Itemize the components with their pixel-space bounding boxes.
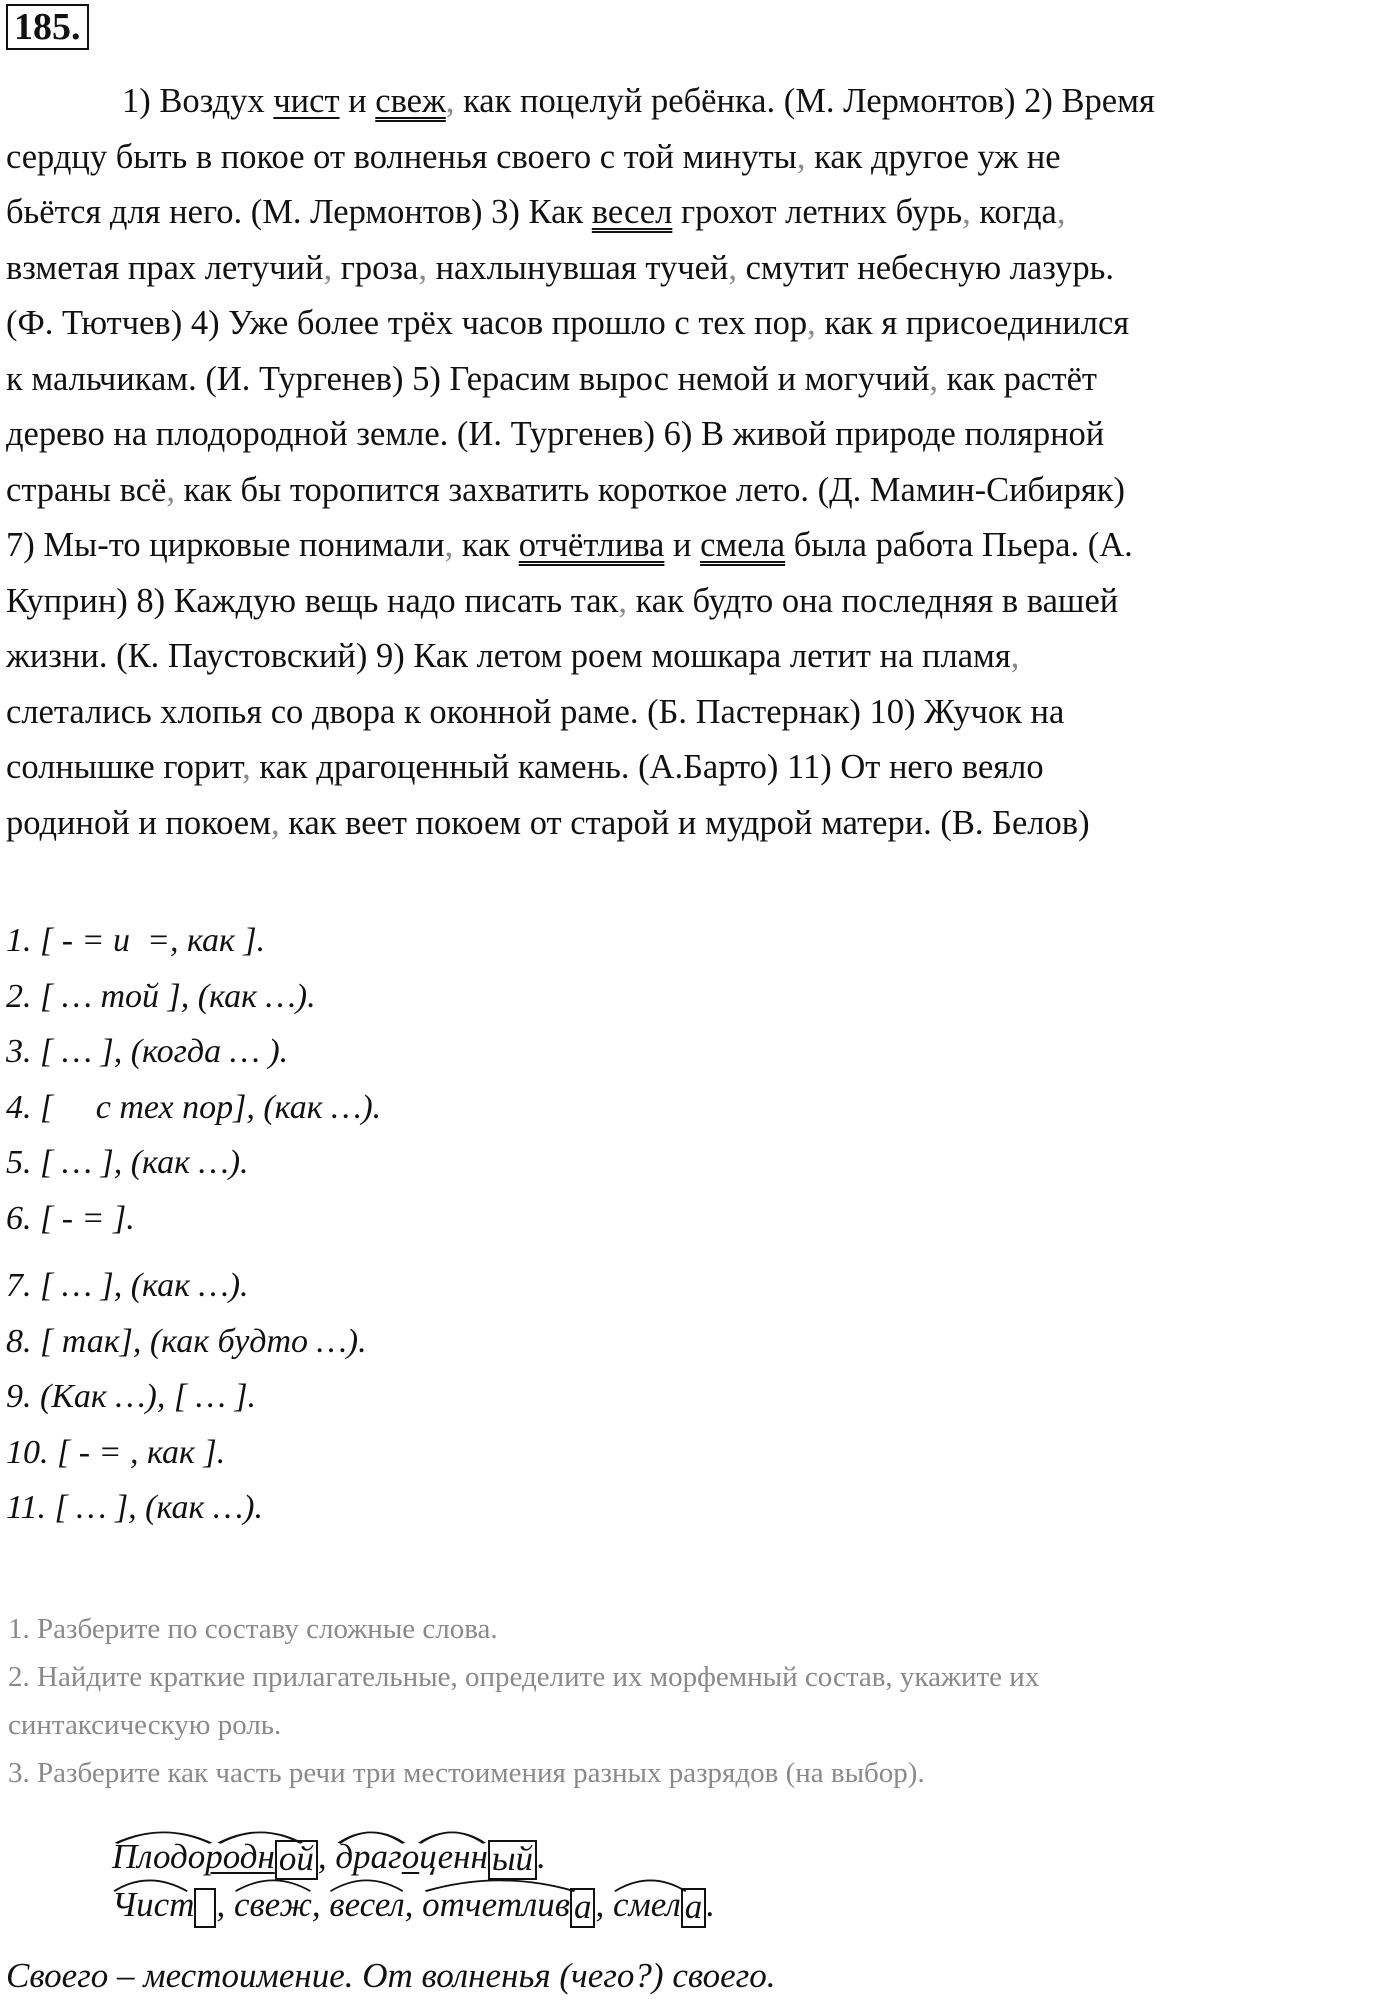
morpheme-interfix: о xyxy=(401,1837,420,1876)
comma-mark: , xyxy=(728,248,737,287)
comma-mark: , xyxy=(929,359,939,398)
text-segment: как я присоединился xyxy=(815,304,1130,342)
morpheme-root: Чист xyxy=(112,1885,195,1924)
morpheme-root: свеж xyxy=(233,1885,312,1924)
separator: , xyxy=(595,1885,613,1924)
scheme-line: 5. [ … ], (как …). xyxy=(6,1144,249,1181)
scheme-line: 2. [ … той ], (как …). xyxy=(6,977,316,1015)
separator: . xyxy=(706,1885,715,1924)
scheme-line: 7. [ … ], (как …). xyxy=(6,1267,249,1304)
text-line xyxy=(6,407,1396,463)
morpheme-ending: ый xyxy=(488,1840,537,1880)
text-segment: и xyxy=(339,82,376,120)
text-line xyxy=(6,296,1396,352)
morpheme-ending: ой xyxy=(275,1840,318,1880)
text-segment: как будто она последняя в вашей xyxy=(626,581,1119,620)
text-segment: (Ф. Тютчев) 4) Уже более трёх часов прошло с тех пор xyxy=(6,304,808,342)
text-line xyxy=(6,685,1396,741)
text-segment: бьётся для него. (М. Лермонтов) 3) Как xyxy=(6,193,592,231)
comma-mark: , xyxy=(445,82,455,120)
task-line: 2. Найдите краткие прилагательные, определите их морфемный состав, укажите их xyxy=(8,1661,1040,1693)
separator: , xyxy=(311,1885,330,1924)
text-segment: 1) Воздух xyxy=(122,82,274,120)
text-line xyxy=(6,740,1396,796)
text-segment: смутит небесную лазурь. xyxy=(736,248,1115,287)
exercise-number: 185. xyxy=(6,4,89,50)
comma-mark: , xyxy=(444,526,454,564)
scheme-line: 4. [ с тех пор], (как …). xyxy=(6,1088,382,1126)
root-arc-icon xyxy=(112,1875,216,1893)
separator: , xyxy=(317,1837,336,1876)
scheme-line: 6. [ - = ]. xyxy=(6,1199,135,1237)
scheme-line: 8. [ так], (как будто …). xyxy=(6,1322,367,1360)
word-smela xyxy=(613,1881,706,1929)
word-chist xyxy=(112,1881,216,1929)
root-arc-icon xyxy=(422,1875,595,1893)
scheme-line: 1. [ - = и =, как ]. xyxy=(6,922,266,959)
text-line xyxy=(6,241,1396,297)
text-segment: солнышке горит xyxy=(6,748,243,786)
root-arc-icon xyxy=(613,1875,706,1893)
text-line xyxy=(6,463,1396,519)
text-line xyxy=(6,574,1396,630)
morpheme-line-short-adjectives xyxy=(112,1881,715,1929)
separator: , xyxy=(216,1885,234,1924)
text-segment: родиной и покоем xyxy=(6,803,271,842)
text-line xyxy=(6,796,1396,852)
text-segment: и xyxy=(664,526,701,564)
comma-mark: , xyxy=(323,248,333,287)
text-line xyxy=(6,130,1396,186)
text-segment: жизни. (К. Паустовский) 9) Как летом роем мошкара летит на пламя xyxy=(6,637,1011,675)
text-segment: Куприн) 8) Каждую вещь надо писать так xyxy=(6,581,619,620)
exercise-text xyxy=(6,74,1396,851)
morpheme-root: родн xyxy=(205,1837,275,1876)
text-segment: как другое уж не xyxy=(805,137,1061,176)
separator: . xyxy=(537,1837,546,1876)
morpheme-root: драг xyxy=(335,1837,402,1876)
text-segment: сердцу быть в покое от волненья своего с той минуты xyxy=(6,137,797,176)
comma-mark: , xyxy=(166,470,175,509)
comma-mark: , xyxy=(1010,637,1020,675)
text-segment: как бы торопится захватить короткое лето. (Д. Мамин-Сибиряк) xyxy=(174,470,1125,509)
morpheme-ending: а xyxy=(681,1888,707,1928)
root-arc-icon xyxy=(112,1827,318,1845)
text-segment: слетались хлопья со двора к оконной раме. (Б. Пастернак) 10) Жучок на xyxy=(6,692,1065,731)
task-line: 3. Разберите как часть речи три местоимения разных разрядов (на выбор). xyxy=(8,1757,925,1789)
text-line xyxy=(6,185,1396,241)
comma-mark: , xyxy=(796,137,806,176)
task-line: синтаксическую роль. xyxy=(8,1709,282,1741)
word-otchetliva xyxy=(422,1881,595,1929)
text-segment: страны всё xyxy=(6,470,167,509)
text-segment: как растёт xyxy=(938,359,1097,398)
text-line xyxy=(6,629,1396,685)
text-segment: как поцелуй ребёнка. (М. Лермонтов) 2) Время xyxy=(454,82,1155,120)
predicate-word: весел xyxy=(591,193,673,231)
text-segment: грохот летних бурь xyxy=(672,193,963,231)
text-line xyxy=(6,518,1396,574)
word-plodorodnoy xyxy=(112,1833,318,1881)
predicate-word: отчётлива xyxy=(518,526,665,564)
morpheme-root: ценн xyxy=(419,1837,488,1876)
text-segment: когда xyxy=(970,193,1057,231)
morpheme-ending: а xyxy=(570,1888,596,1928)
text-segment: как веет покоем от старой и мудрой матери. (В. Белов) xyxy=(279,803,1090,842)
morpheme-root: смел xyxy=(612,1885,681,1924)
comma-mark: , xyxy=(807,304,816,342)
text-segment: 7) Мы-то цирковые понимали xyxy=(6,526,445,564)
morpheme-analysis xyxy=(112,1833,715,1929)
text-segment: взметая прах летучий xyxy=(6,248,324,287)
morpheme-root: весел xyxy=(329,1885,405,1924)
scheme-line: 9. (Как …), [ … ]. xyxy=(6,1378,257,1415)
text-segment: нахлынувшая тучей xyxy=(426,248,729,287)
predicate-word: смела xyxy=(700,526,786,564)
root-arc-icon xyxy=(329,1875,404,1893)
root-arc-icon xyxy=(335,1827,537,1845)
comma-mark: , xyxy=(242,748,251,786)
sentence-schemes xyxy=(6,913,381,1536)
conclusion-line: Своего – местоимение. От волненья (чего?) своего. xyxy=(6,1956,776,1995)
word-dragotsenny xyxy=(335,1833,537,1881)
morpheme-root: отчетлив xyxy=(422,1885,570,1924)
text-segment: дерево на плодородной земле. (И. Тургенев) 6) В живой природе полярной xyxy=(6,415,1105,453)
text-line xyxy=(6,352,1396,408)
text-segment: гроза xyxy=(332,248,419,287)
scheme-line: 10. [ - = , как ]. xyxy=(6,1433,226,1471)
task-line: 1. Разберите по составу сложные слова. xyxy=(8,1613,498,1645)
comma-mark: , xyxy=(418,248,427,287)
comma-mark: , xyxy=(1056,193,1066,231)
morpheme-line-compound-words xyxy=(112,1833,715,1881)
comma-mark: , xyxy=(962,193,971,231)
comma-mark: , xyxy=(618,581,627,620)
text-segment: к мальчикам. (И. Тургенев) 5) Герасим вырос немой и могучий xyxy=(6,359,930,398)
word-svezh xyxy=(234,1881,312,1929)
text-line xyxy=(6,74,1396,130)
text-segment: была работа Пьера. (А. xyxy=(785,526,1133,564)
predicate-word: чист xyxy=(273,82,340,120)
morpheme-root: Плодо xyxy=(112,1837,206,1876)
predicate-word: свеж xyxy=(375,82,446,120)
comma-mark: , xyxy=(270,803,280,842)
separator: , xyxy=(404,1885,423,1924)
scheme-line: 11. [ … ], (как …). xyxy=(6,1489,264,1526)
task-list xyxy=(8,1605,1388,1797)
word-vesel xyxy=(329,1881,404,1929)
morpheme-null-ending xyxy=(194,1888,216,1928)
text-segment: как xyxy=(453,526,519,564)
root-arc-icon xyxy=(234,1875,312,1893)
text-segment: как драгоценный камень. (А.Барто) 11) От него веяло xyxy=(250,748,1044,786)
scheme-line: 3. [ … ], (когда … ). xyxy=(6,1033,289,1070)
